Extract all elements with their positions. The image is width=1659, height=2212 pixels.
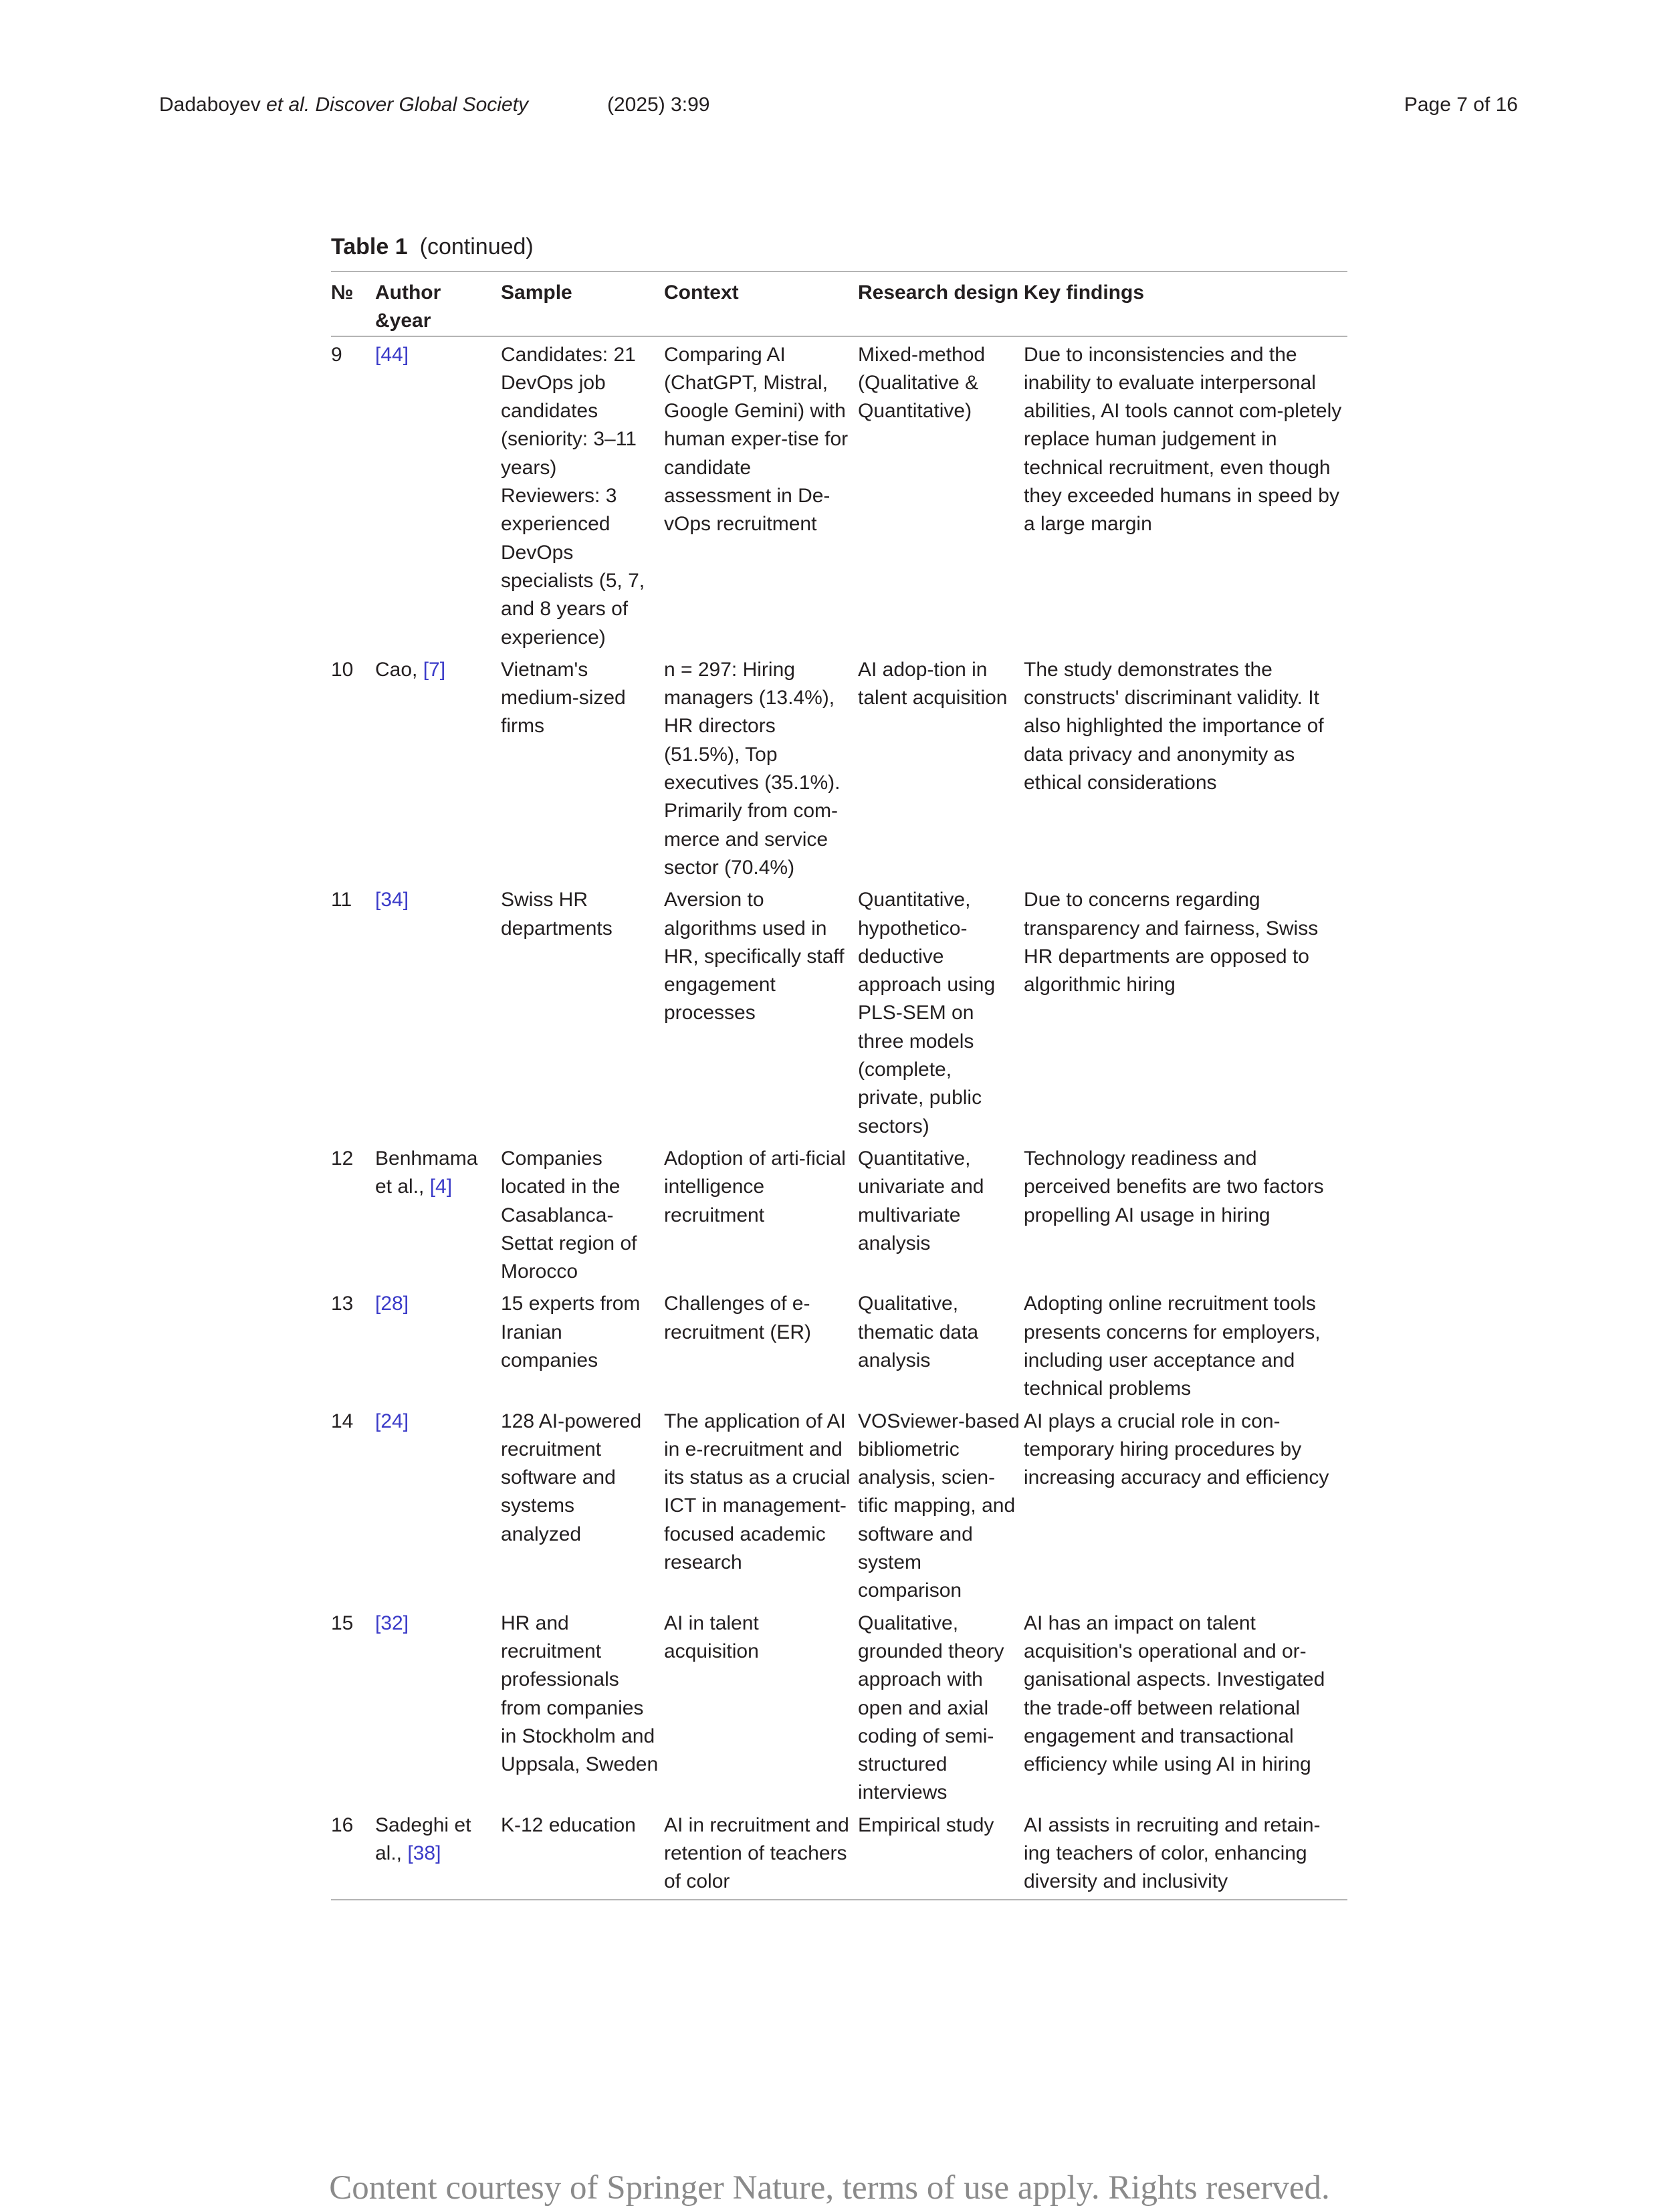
col-header-findings: Key findings xyxy=(1024,271,1347,336)
cell-no: 14 xyxy=(331,1410,354,1432)
cell-context: AI in recruitment and retention of teachers of color xyxy=(664,1809,858,1900)
cell-author xyxy=(375,1607,501,1809)
cell-context: n = 297: Hiring managers (13.4%), HR directors (51.5%), Top executives (35.1%). Primarily from com-merce and service sector (70.4%) xyxy=(664,658,841,879)
cell-sample: Swiss HR departments xyxy=(501,889,613,939)
cell-no: 15 xyxy=(331,1612,354,1634)
cell-findings: AI plays a crucial role in con-temporary hiring procedures by increasing accuracy and efficiency xyxy=(1024,1410,1329,1489)
citation-link[interactable]: [44] xyxy=(375,343,409,366)
cell-author xyxy=(375,1142,501,1287)
table-row xyxy=(331,1405,1347,1607)
cell-sample: K-12 education xyxy=(501,1809,664,1900)
cell-no: 12 xyxy=(331,1147,354,1170)
cell-author xyxy=(375,883,501,1142)
table-caption-label: Table 1 xyxy=(331,234,408,259)
cell-design: Quantitative, hypothetico-deductive approach using PLS-SEM on three models (complete, private, public sectors) xyxy=(858,889,996,1137)
col-header-no: № xyxy=(331,271,375,336)
cell-findings: AI has an impact on talent acquisition's operational and or-ganisational aspects. Investigated the trade-off between relational engagement and transactional efficiency while using AI in hiring xyxy=(1024,1612,1325,1776)
col-header-design: Research design xyxy=(858,271,1024,336)
table-row xyxy=(331,1287,1347,1404)
cell-context: The application of AI in e-recruitment and its status as a crucial ICT in management-focused academic research xyxy=(664,1410,851,1574)
cell-author xyxy=(375,653,501,883)
cell-no: 11 xyxy=(331,889,352,911)
cell-author xyxy=(375,1287,501,1404)
table-row xyxy=(331,336,1347,653)
cell-design: VOSviewer-based bibliometric analysis, scien-tific mapping, and software and system comparison xyxy=(858,1410,1020,1602)
cell-context: Adoption of arti-ficial intelligence recruitment xyxy=(664,1147,846,1226)
citation-link[interactable]: [38] xyxy=(407,1842,441,1865)
header-volume: (2025) 3:99 xyxy=(607,94,710,116)
cell-sample: Candidates: 21 DevOps job candidates (seniority: 3–11 years) Reviewers: 3 experienced DevOps specialists (5, 7, and 8 years of experience) xyxy=(501,343,645,649)
cell-no: 13 xyxy=(331,1293,354,1315)
cell-findings: Due to inconsistencies and the inability to evaluate interpersonal abilities, AI tools cannot com-pletely replace human judgement in technical recruitment, even though they exceeded humans in speed by a large margin xyxy=(1024,343,1342,536)
cell-sample: 128 AI-powered recruitment software and systems analyzed xyxy=(501,1410,642,1545)
header-journal: Discover Global Society xyxy=(315,94,528,116)
running-header-citation xyxy=(159,92,528,118)
table-row xyxy=(331,1809,1347,1900)
table-row xyxy=(331,883,1347,1142)
table-header-row xyxy=(331,271,1347,336)
cell-design: Mixed-method (Qualitative & Quantitative) xyxy=(858,343,986,423)
cell-design: AI adop-tion in talent acquisition xyxy=(858,658,1008,709)
table-caption-text: (continued) xyxy=(419,234,534,259)
cell-findings: Adopting online recruitment tools presents concerns for employers, including user acceptance and technical problems xyxy=(1024,1293,1321,1400)
header-etal: et al. xyxy=(266,94,310,116)
citation-link[interactable]: [34] xyxy=(375,889,409,911)
col-header-sample: Sample xyxy=(501,271,664,336)
author-text: Sadeghi et al., xyxy=(375,1813,471,1865)
cell-findings: The study demonstrates the constructs' discriminant validity. It also highlighted the importance of data privacy and anonymity as ethical considerations xyxy=(1024,658,1324,794)
cell-author xyxy=(375,336,501,653)
cell-no: 9 xyxy=(331,343,342,366)
citation-link[interactable]: [7] xyxy=(423,658,446,681)
table-caption xyxy=(331,233,534,261)
cell-design: Empirical study xyxy=(858,1809,1024,1900)
cell-context: Comparing AI (ChatGPT, Mistral, Google Gemini) with human exper-tise for candidate assessment in De-vOps recruitment xyxy=(664,343,849,536)
cell-findings: AI assists in recruiting and retain-ing teachers of color, enhancing diversity and inclusivity xyxy=(1024,1809,1347,1900)
literature-table xyxy=(331,271,1347,1900)
cell-design: Quantitative, univariate and multivariate analysis xyxy=(858,1147,984,1254)
cell-no: 10 xyxy=(331,658,354,681)
cell-findings: Technology readiness and perceived benefits are two factors propelling AI usage in hiring xyxy=(1024,1147,1324,1226)
header-page-number: Page 7 of 16 xyxy=(1404,94,1518,116)
header-authors: Dadaboyev xyxy=(159,94,261,116)
cell-sample: 15 experts from Iranian companies xyxy=(501,1293,641,1371)
cell-context: Challenges of e-recruitment (ER) xyxy=(664,1293,812,1343)
cell-design: Qualitative, thematic data analysis xyxy=(858,1293,979,1371)
cell-context: AI in talent acquisition xyxy=(664,1612,759,1662)
citation-link[interactable]: [32] xyxy=(375,1612,409,1634)
cell-findings: Due to concerns regarding transparency and fairness, Swiss HR departments are opposed to algorithmic hiring xyxy=(1024,889,1319,996)
copyright-footer: Content courtesy of Springer Nature, terms of use apply. Rights reserved. xyxy=(329,2169,1330,2207)
citation-link[interactable]: [4] xyxy=(429,1176,453,1198)
table-row xyxy=(331,1142,1347,1287)
cell-design: Qualitative, grounded theory approach with open and axial coding of semi-structured interviews xyxy=(858,1612,1004,1804)
author-text: Cao, xyxy=(375,658,423,681)
cell-author xyxy=(375,1405,501,1607)
table-row xyxy=(331,1607,1347,1809)
col-header-author: Author &year xyxy=(375,271,501,336)
cell-author xyxy=(375,1809,501,1900)
author-text: Benhmama et al., xyxy=(375,1147,478,1198)
col-header-context: Context xyxy=(664,271,858,336)
cell-context: Aversion to algorithms used in HR, specifically staff engagement processes xyxy=(664,889,845,1024)
citation-link[interactable]: [24] xyxy=(375,1410,409,1432)
citation-link[interactable]: [28] xyxy=(375,1293,409,1315)
cell-sample: Companies located in the Casablanca-Settat region of Morocco xyxy=(501,1147,637,1283)
cell-sample: HR and recruitment professionals from companies in Stockholm and Uppsala, Sweden xyxy=(501,1612,659,1776)
cell-sample: Vietnam's medium-sized firms xyxy=(501,658,626,738)
cell-no: 16 xyxy=(331,1809,375,1900)
table-row xyxy=(331,653,1347,883)
